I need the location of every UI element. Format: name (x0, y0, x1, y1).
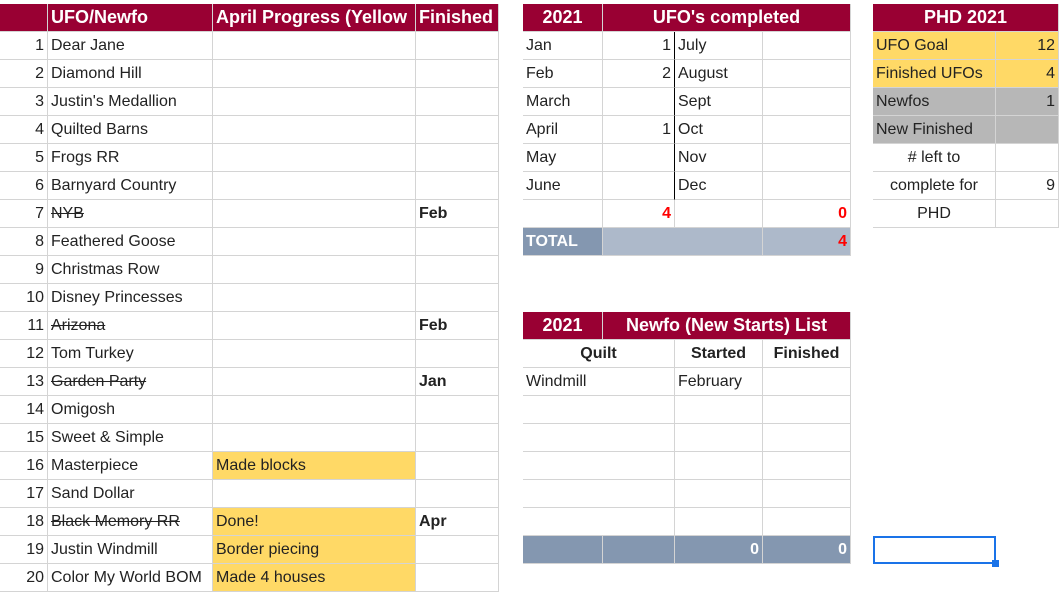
month-count-cell[interactable] (603, 144, 675, 172)
ufo-progress-cell[interactable] (213, 424, 416, 452)
newfo-quilt-cell[interactable] (523, 508, 675, 536)
ufo-name-text: Masterpiece (51, 457, 139, 474)
month-count-cell[interactable] (763, 144, 851, 172)
ufo-name-text: Feathered Goose (51, 233, 176, 250)
ufo-name-text: Christmas Row (51, 261, 160, 278)
ufo-progress-cell[interactable] (213, 368, 416, 396)
ufo-row-number[interactable]: 12 (0, 340, 48, 368)
ufo-progress-cell[interactable] (213, 480, 416, 508)
ufo-name-text: Black Memory RR (51, 513, 180, 530)
ufo-finished-cell[interactable] (416, 480, 499, 508)
month-count-cell[interactable]: 1 (603, 116, 675, 144)
phd-left-label-1: # left to (873, 144, 996, 172)
ufo-name-cell[interactable] (48, 508, 213, 536)
month-cell[interactable]: Feb (523, 60, 603, 88)
ufo-progress-cell[interactable] (213, 172, 416, 200)
ufo-finished-cell[interactable] (416, 452, 499, 480)
phd-left-blank[interactable] (996, 200, 1059, 228)
total-label: TOTAL (523, 228, 603, 256)
ufo-finished-cell[interactable]: Feb (416, 312, 499, 340)
newfo-total-blank (603, 536, 675, 564)
newfo-total-blank (523, 536, 603, 564)
ufo-row-number[interactable]: 13 (0, 368, 48, 396)
ufo-header-index (0, 4, 48, 32)
phd-left-blank[interactable] (996, 144, 1059, 172)
fill-handle[interactable] (992, 560, 999, 567)
ufo-row-number[interactable]: 9 (0, 256, 48, 284)
ufo-progress-cell[interactable] (213, 256, 416, 284)
ufo-name-cell[interactable] (48, 32, 213, 60)
ufo-progress-cell[interactable] (213, 60, 416, 88)
month-cell[interactable]: April (523, 116, 603, 144)
ufo-finished-cell[interactable] (416, 256, 499, 284)
ufo-row-number[interactable]: 17 (0, 480, 48, 508)
ufo-progress-cell[interactable]: Made blocks (213, 452, 416, 480)
ufo-name-cell[interactable] (48, 200, 213, 228)
ufo-name-text: Dear Jane (51, 37, 125, 54)
newfo-col-quilt: Quilt (523, 340, 675, 368)
ufo-finished-cell[interactable] (416, 536, 499, 564)
ufo-name-text: Tom Turkey (51, 345, 134, 362)
month-cell[interactable]: Dec (675, 172, 763, 200)
ufo-progress-cell[interactable] (213, 396, 416, 424)
month-cell[interactable]: Oct (675, 116, 763, 144)
newfo-finished-cell[interactable] (763, 508, 851, 536)
ufo-name-cell[interactable] (48, 340, 213, 368)
newfo-started-cell[interactable] (675, 508, 763, 536)
ufo-name-text: Omigosh (51, 401, 116, 418)
ufo-name-text: Sweet & Simple (51, 429, 164, 446)
ufo-progress-cell[interactable] (213, 116, 416, 144)
ufo-name-cell[interactable] (48, 172, 213, 200)
ufo-name-cell[interactable] (48, 284, 213, 312)
sum-first-half[interactable]: 4 (603, 200, 675, 228)
sum-gap-cell[interactable] (675, 200, 763, 228)
newfo-started-cell[interactable] (675, 452, 763, 480)
sum-second-half[interactable]: 0 (763, 200, 851, 228)
newfo-finished-cell[interactable] (763, 396, 851, 424)
phd-goal-value[interactable]: 12 (996, 32, 1059, 60)
phd-new-finished-label: New Finished (873, 116, 996, 144)
ufo-row-number[interactable]: 2 (0, 60, 48, 88)
ufo-row-number[interactable]: 19 (0, 536, 48, 564)
ufo-row-number[interactable]: 14 (0, 396, 48, 424)
ufo-name-cell[interactable] (48, 312, 213, 340)
newfo-finished-cell[interactable] (763, 480, 851, 508)
ufo-progress-cell[interactable] (213, 88, 416, 116)
month-cell[interactable]: August (675, 60, 763, 88)
ufo-name-text: Justin Windmill (51, 541, 158, 558)
ufo-row-number[interactable]: 1 (0, 32, 48, 60)
ufo-name-text: Arizona (51, 317, 106, 334)
ufo-name-cell[interactable] (48, 144, 213, 172)
month-count-cell[interactable] (763, 172, 851, 200)
ufo-name-cell[interactable] (48, 256, 213, 284)
month-count-cell[interactable]: 1 (603, 32, 675, 60)
phd-left-label-3: PHD (873, 200, 996, 228)
newfo-quilt-cell[interactable] (523, 452, 675, 480)
month-count-cell[interactable] (763, 32, 851, 60)
month-cell[interactable]: July (675, 32, 763, 60)
month-count-cell[interactable] (603, 88, 675, 116)
newfo-header-year: 2021 (523, 312, 603, 340)
ufo-finished-cell[interactable] (416, 396, 499, 424)
newfo-started-cell[interactable] (675, 424, 763, 452)
newfo-quilt-cell[interactable] (523, 424, 675, 452)
ufo-row-number[interactable]: 18 (0, 508, 48, 536)
ufo-finished-cell[interactable] (416, 116, 499, 144)
phd-header: PHD 2021 (873, 4, 1059, 32)
ufo-finished-cell[interactable] (416, 172, 499, 200)
newfo-col-started: Started (675, 340, 763, 368)
ufo-name-cell[interactable] (48, 536, 213, 564)
selected-cell-outline[interactable] (873, 536, 996, 564)
ufo-progress-cell[interactable] (213, 228, 416, 256)
ufo-progress-cell[interactable]: Done! (213, 508, 416, 536)
newfo-quilt-cell[interactable] (523, 480, 675, 508)
ufo-finished-cell[interactable] (416, 88, 499, 116)
sum-label-cell[interactable] (523, 200, 603, 228)
ufo-finished-cell[interactable] (416, 32, 499, 60)
month-count-cell[interactable] (763, 116, 851, 144)
ufo-name-cell[interactable] (48, 228, 213, 256)
ufo-progress-cell[interactable] (213, 312, 416, 340)
ufo-finished-cell[interactable] (416, 60, 499, 88)
month-count-cell[interactable] (603, 172, 675, 200)
ufo-row-number[interactable]: 10 (0, 284, 48, 312)
ufo-row-number[interactable]: 15 (0, 424, 48, 452)
month-count-cell[interactable] (763, 88, 851, 116)
ufo-progress-cell[interactable] (213, 200, 416, 228)
ufo-name-text: Color My World BOM (51, 569, 202, 586)
month-count-cell[interactable]: 2 (603, 60, 675, 88)
ufo-progress-cell[interactable]: Made 4 houses (213, 564, 416, 592)
ufo-finished-cell[interactable]: Feb (416, 200, 499, 228)
ufo-row-number[interactable]: 4 (0, 116, 48, 144)
total-value[interactable]: 4 (763, 228, 851, 256)
ufo-finished-cell[interactable] (416, 424, 499, 452)
ufo-name-text: Frogs RR (51, 149, 120, 166)
ufo-name-cell[interactable] (48, 60, 213, 88)
completed-header-year: 2021 (523, 4, 603, 32)
ufo-finished-cell[interactable]: Jan (416, 368, 499, 396)
newfo-started-cell[interactable] (675, 396, 763, 424)
phd-newfos-value[interactable]: 1 (996, 88, 1059, 116)
ufo-progress-cell[interactable] (213, 340, 416, 368)
ufo-name-text: Sand Dollar (51, 485, 135, 502)
phd-finished-value[interactable]: 4 (996, 60, 1059, 88)
month-cell[interactable]: Jan (523, 32, 603, 60)
ufo-progress-cell[interactable] (213, 32, 416, 60)
ufo-finished-cell[interactable] (416, 228, 499, 256)
ufo-header-name: UFO/Newfo (48, 4, 213, 32)
phd-goal-label: UFO Goal (873, 32, 996, 60)
newfo-started-cell[interactable] (675, 480, 763, 508)
phd-left-label-2: complete for (873, 172, 996, 200)
ufo-name-text: Diamond Hill (51, 65, 142, 82)
ufo-finished-cell[interactable] (416, 144, 499, 172)
ufo-name-cell[interactable] (48, 424, 213, 452)
phd-left-value[interactable]: 9 (996, 172, 1059, 200)
newfo-quilt-cell[interactable]: Windmill (523, 368, 675, 396)
ufo-name-text: Quilted Barns (51, 121, 148, 138)
ufo-name-text: Justin's Medallion (51, 93, 177, 110)
newfo-header-title: Newfo (New Starts) List (603, 312, 851, 340)
newfo-col-finished: Finished (763, 340, 851, 368)
ufo-name-text: NYB (51, 205, 84, 222)
ufo-name-cell[interactable] (48, 88, 213, 116)
newfo-finished-cell[interactable] (763, 452, 851, 480)
total-spacer (603, 228, 763, 256)
ufo-row-number[interactable]: 3 (0, 88, 48, 116)
month-cell[interactable]: Nov (675, 144, 763, 172)
month-count-cell[interactable] (763, 60, 851, 88)
ufo-name-text: Barnyard Country (51, 177, 177, 194)
month-cell[interactable]: March (523, 88, 603, 116)
ufo-name-cell[interactable] (48, 480, 213, 508)
ufo-name-cell[interactable] (48, 396, 213, 424)
ufo-finished-cell[interactable] (416, 284, 499, 312)
ufo-row-number[interactable]: 7 (0, 200, 48, 228)
newfo-total-finished[interactable]: 0 (763, 536, 851, 564)
newfo-total-started[interactable]: 0 (675, 536, 763, 564)
ufo-name-text: Garden Party (51, 373, 147, 390)
month-cell[interactable]: May (523, 144, 603, 172)
phd-finished-label: Finished UFOs (873, 60, 996, 88)
newfo-finished-cell[interactable] (763, 368, 851, 396)
ufo-name-cell[interactable] (48, 452, 213, 480)
ufo-finished-cell[interactable]: Apr (416, 508, 499, 536)
ufo-progress-cell[interactable] (213, 144, 416, 172)
ufo-header-finished: Finished (416, 4, 499, 32)
ufo-row-number[interactable]: 11 (0, 312, 48, 340)
ufo-row-number[interactable]: 5 (0, 144, 48, 172)
newfo-started-cell[interactable]: February (675, 368, 763, 396)
phd-new-finished-value[interactable] (996, 116, 1059, 144)
ufo-row-number[interactable]: 6 (0, 172, 48, 200)
ufo-name-text: Disney Princesses (51, 289, 183, 306)
completed-header-title: UFO's completed (603, 4, 851, 32)
ufo-progress-cell[interactable]: Border piecing (213, 536, 416, 564)
newfo-finished-cell[interactable] (763, 424, 851, 452)
ufo-name-cell[interactable] (48, 368, 213, 396)
ufo-progress-cell[interactable] (213, 284, 416, 312)
month-cell[interactable]: Sept (675, 88, 763, 116)
phd-newfos-label: Newfos (873, 88, 996, 116)
newfo-quilt-cell[interactable] (523, 396, 675, 424)
ufo-header-progress: April Progress (Yellow (213, 4, 416, 32)
ufo-name-cell[interactable] (48, 116, 213, 144)
ufo-row-number[interactable]: 8 (0, 228, 48, 256)
ufo-row-number[interactable]: 16 (0, 452, 48, 480)
month-cell[interactable]: June (523, 172, 603, 200)
ufo-finished-cell[interactable] (416, 340, 499, 368)
ufo-row-number[interactable]: 20 (0, 564, 48, 592)
